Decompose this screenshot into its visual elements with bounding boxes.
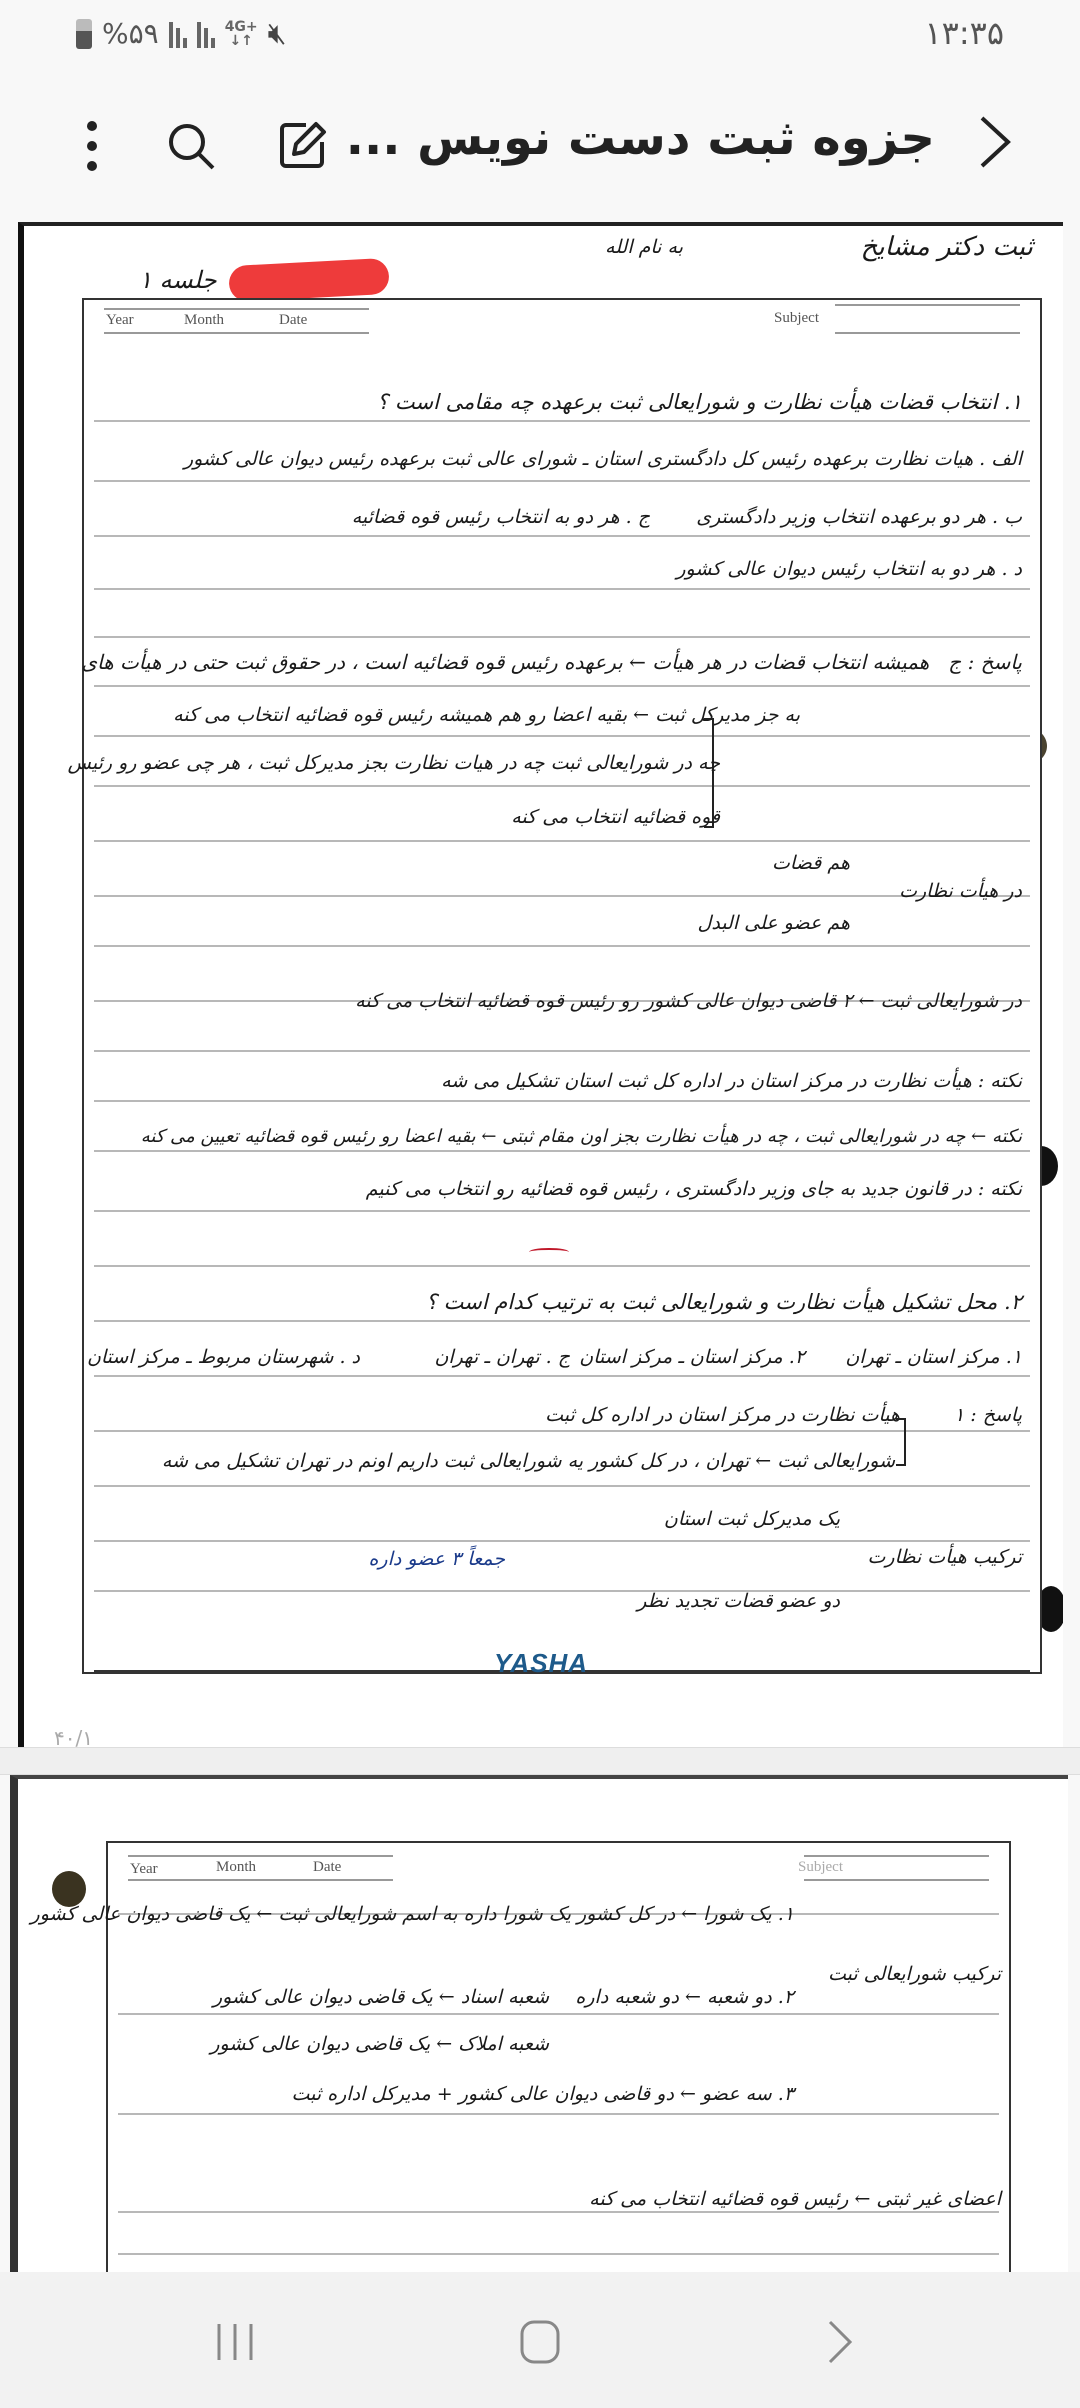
binder-hole	[52, 1871, 86, 1907]
answer-2-line-1: هیأت نظارت در مرکز استان در اداره کل ثبت	[545, 1404, 900, 1426]
battery-icon	[76, 19, 92, 49]
signal-icon	[197, 20, 215, 48]
q1-option-a: الف . هیات نظارت برعهده رئیس کل دادگستری استان ـ شورای عالی ثبت برعهده رئیس دیوان عالی کشور	[183, 448, 1022, 470]
date-field: Date	[279, 312, 308, 328]
composition-label: ترکیب هیأت نظارت	[867, 1546, 1022, 1568]
question-2: ۲. محل تشکیل هیأت نظارت و شورایعالی ثبت به ترتیب کدام است ؟	[425, 1290, 1022, 1314]
year-field: Year	[106, 312, 134, 328]
year-field: Year	[130, 1861, 158, 1877]
bracket	[896, 1418, 906, 1466]
council-item-3: ۳. سه عضو ← دو قاضی دیوان عالی کشور + مدیرکل اداره ثبت	[291, 2083, 794, 2105]
page-title: جزوه ثبت دست نویس ...	[345, 110, 935, 166]
answer-1-line-2: به جز مدیرکل ثبت ← بقیه اعضا رو هم همیشه رئیس قوه قضائیه انتخاب می کنه	[173, 704, 800, 726]
high-council-note: در شورایعالی ثبت ← ۲ قاضی دیوان عالی کشور رو رئیس قوه قضائیه انتخاب می کنه	[355, 990, 1022, 1012]
page-header-author: ثبت دکتر مشایخ	[860, 232, 1033, 262]
page-header-basmala: به نام الله	[605, 236, 683, 258]
system-nav-bar	[0, 2272, 1080, 2408]
date-field: Date	[313, 1859, 342, 1875]
page-number: ۴۰/۱	[54, 1726, 93, 1747]
mute-icon: 🔇︎	[267, 16, 287, 51]
q2-option-3: ج . تهران ـ تهران	[434, 1346, 570, 1368]
q2-option-2: ۲. مرکز استان ـ مرکز استان	[579, 1346, 805, 1368]
battery-percent: %۵۹	[102, 17, 159, 50]
app-bar	[0, 70, 1080, 220]
q1-option-b: ب . هر دو برعهده انتخاب وزیر دادگستری	[696, 506, 1022, 528]
answer-1-line-4: قوه قضائیه انتخاب می کنه	[511, 806, 720, 828]
status-bar	[0, 0, 1080, 70]
month-field: Month	[216, 1859, 257, 1875]
note-1: نکته : هیأت نظارت در مرکز استان در اداره کل ثبت استان تشکیل می شه	[441, 1070, 1022, 1092]
divider-squiggle	[529, 1248, 569, 1256]
brand-logo: YASHA	[494, 1648, 589, 1678]
q2-option-1: ۱. مرکز استان ـ تهران	[845, 1346, 1022, 1368]
note-2: نکته : در قانون جدید به جای وزیر دادگستری ، رئیس قوه قضائیه رو انتخاب می کنیم	[365, 1178, 1022, 1200]
network-4g-icon: 4G+ ↓↑	[224, 18, 258, 49]
subject-field: Subject	[774, 310, 819, 326]
more-options-icon[interactable]	[82, 118, 102, 174]
tip-note: نکته ← چه در شورایعالی ثبت ، چه در هیأت نظارت بجز اون مقام ثبتی ← بقیه اعضا رو رئیس قوه قضائیه تعیین می کنه	[140, 1126, 1022, 1147]
composition-branch-1: یک مدیرکل ثبت استان	[663, 1508, 840, 1530]
supervision-board-label: در هیأت نظارت	[899, 880, 1022, 902]
notebook-page-2	[10, 1775, 1068, 2275]
page-separator	[0, 1747, 1080, 1775]
council-item-2b: شعبه املاک ← یک قاضی دیوان عالی کشور	[210, 2033, 549, 2055]
answer-1-line-1: پاسخ : ج همیشه انتخاب قضات در هر هیأت ← برعهده رئیس قوه قضائیه است ، در حقوق ثبت حتی در هیأت های	[81, 650, 1022, 674]
supervision-board-branch-2: هم عضو علی البدل	[697, 912, 850, 934]
signal-icon	[169, 20, 187, 48]
status-icons	[76, 16, 287, 51]
back-button[interactable]	[810, 2312, 870, 2372]
ruled-sheet	[67, 298, 1042, 1674]
council-item-2a: شعبه اسناد ← یک قاضی دیوان عالی کشور	[212, 1986, 549, 2008]
back-icon[interactable]	[970, 112, 1020, 172]
members-note: اعضای غیر ثبتی ← رئیس قوه قضائیه انتخاب می کنه	[589, 2188, 1001, 2210]
answer-2-label: پاسخ : ۱	[954, 1404, 1022, 1426]
search-icon[interactable]	[165, 120, 217, 172]
recent-apps-button[interactable]	[205, 2312, 265, 2372]
answer-1-line-3: چه در شورایعالی ثبت چه در هیات نظارت بجز مدیرکل ثبت ، هر چی عضو رو رئیس	[67, 752, 720, 774]
notebook-page-1	[18, 222, 1063, 1747]
ruled-sheet	[30, 1841, 1011, 2275]
composition-total: جمعاً ۳ عضو داره	[368, 1548, 505, 1570]
council-item-2: ۲. دو شعبه ← دو شعبه داره	[575, 1986, 794, 2008]
council-composition-label: ترکیب شورایعالی ثبت	[827, 1963, 1001, 1985]
month-field: Month	[184, 312, 225, 328]
composition-branch-2: دو عضو قضات تجدید نظر	[637, 1590, 840, 1612]
supervision-board-branch-1: هم قضات	[772, 852, 850, 874]
answer-2-line-2: شورایعالی ثبت ← تهران ، در کل کشور یه شورایعالی ثبت داریم اونم در تهران تشکیل می شه	[161, 1450, 895, 1472]
q1-option-d: د . هر دو به انتخاب رئیس دیوان عالی کشور	[676, 558, 1022, 580]
clock: ۱۳:۳۵	[924, 14, 1004, 52]
home-button[interactable]	[510, 2312, 570, 2372]
council-item-1: ۱. یک شورا ← در کل کشور یک شورا داره به اسم شورایعالی ثبت ← یک قاضی دیوان عالی کشور	[30, 1903, 794, 1925]
q1-option-c: ج . هر دو به انتخاب رئیس قوه قضائیه	[351, 506, 650, 528]
session-label: جلسه ۱	[139, 266, 217, 294]
q2-option-4: د . شهرستان مربوط ـ مرکز استان	[86, 1346, 360, 1368]
edit-icon[interactable]	[278, 120, 328, 170]
subject-field: Subject	[798, 1859, 843, 1875]
redaction-mark	[228, 258, 390, 302]
question-1: ۱. انتخاب قضات هیأت نظارت و شورایعالی ثبت برعهده چه مقامی است ؟	[377, 390, 1022, 414]
